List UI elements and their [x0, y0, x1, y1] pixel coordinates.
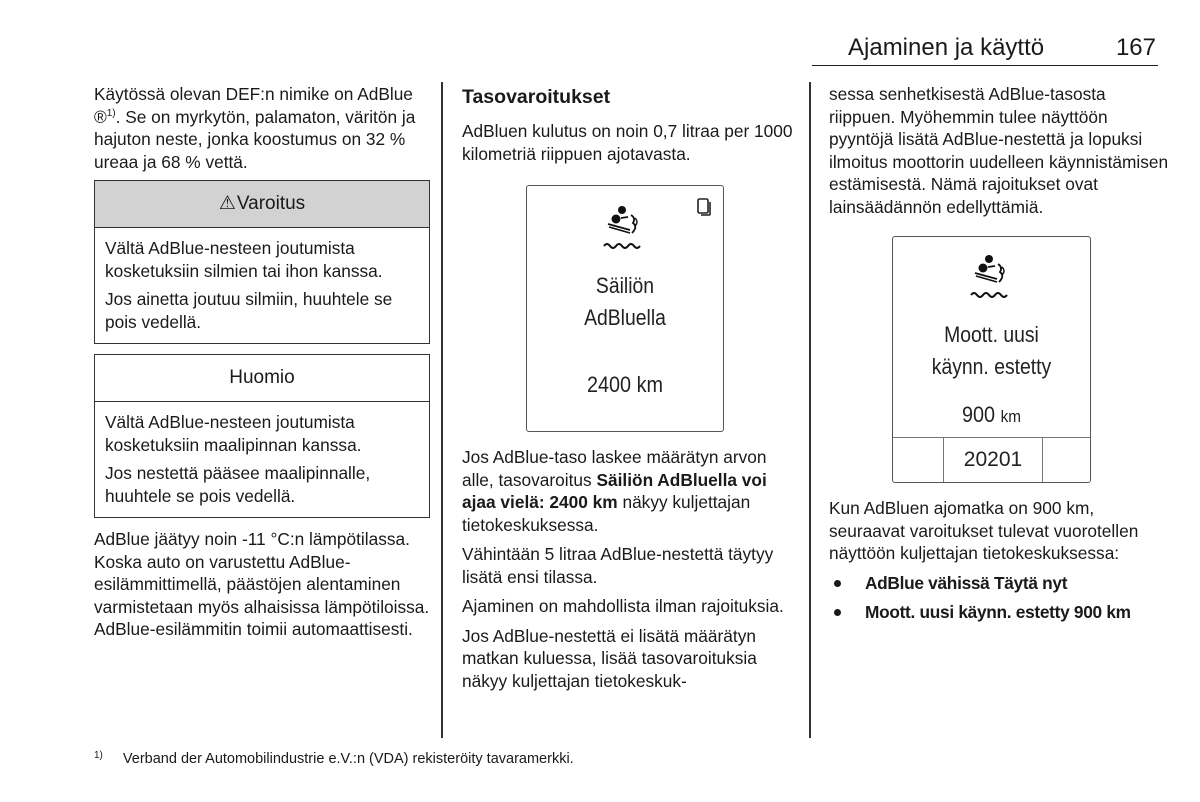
list-item: Moott. uusi käynn. estetty 900 km [829, 601, 1169, 624]
page-header [812, 33, 1158, 66]
column-1 [94, 83, 430, 648]
footnote [94, 746, 574, 769]
at-900-paragraph: Kun AdBluen ajomatka on 900 km, seuraavat varoitukset tulevat vuorotellen näyttöön kuljettajan tietokeskuksessa: [829, 498, 1139, 563]
page-number: 167 [1115, 34, 1156, 61]
intro-paragraph: Käytössä olevan DEF:n nimike on AdBlue ®$^{1)}$. Se on myrkytön, palamaton, väritön ja hajuton neste, jonka koostumus on 32 % ureaa ja 68 % vettä. [94, 84, 416, 172]
warning-list [829, 572, 1169, 624]
section-title: Ajaminen ja käyttö [848, 34, 1045, 61]
section-heading: Tasovaroitukset [462, 86, 611, 108]
notice-text: Jos nestettä pääsee maalipinnalle, huuhtele se pois vedellä. [105, 463, 371, 506]
display-status-row [893, 437, 1090, 482]
column-divider [809, 82, 811, 738]
warning-box-body [95, 228, 429, 343]
adblue-fluid-icon [967, 251, 1017, 307]
notice-text: Vältä AdBlue-nesteen joutumista kosketuksiin maalipinnan kanssa. [105, 412, 362, 455]
driving-possible-paragraph: Ajaminen on mahdollista ilman rajoituksia. [462, 596, 784, 616]
display-distance: 900 km [962, 402, 1021, 427]
display-distance: 2400 km [587, 372, 663, 397]
display-message: Säiliön AdBluella [584, 273, 666, 330]
warning-triangle-icon: ⚠ [218, 193, 236, 214]
warning-box-title: ⚠Varoitus [95, 181, 429, 228]
column-2 [462, 83, 794, 699]
display-message: Moott. uusi käynn. estetty [931, 322, 1052, 379]
warning-text: Vältä AdBlue-nesteen joutumista kosketuksiin silmien tai ihon kanssa. [105, 238, 383, 281]
footnote-text: Verband der Automobilindustrie e.V.:n (VDA) rekisteröity tavaramerkki. [122, 751, 574, 767]
footnote-reference: 1) [106, 107, 116, 119]
driver-info-display-level-warning [526, 185, 724, 432]
consumption-paragraph: AdBluen kulutus on noin 0,7 litraa per 1000 kilometriä riippuen ajotavasta. [462, 121, 793, 164]
list-item: AdBlue vähissä Täytä nyt [829, 572, 1169, 595]
notice-box-title: Huomio [95, 355, 429, 402]
level-warning-message: Säiliön AdBluella voi ajaa vielä: 2400 km [462, 469, 767, 512]
odometer-value: 20201 [944, 438, 1043, 482]
adblue-fluid-icon [600, 202, 650, 258]
level-warning-paragraph: Jos AdBlue-taso laskee määrätyn arvon alle, tasovaroitus Säiliön AdBluella voi ajaa vielä: 2400 km näkyy kuljettajan tietokeskuksessa. [462, 447, 767, 535]
notice-box-body [95, 402, 429, 517]
column-3 [829, 83, 1169, 631]
column-divider [441, 82, 443, 738]
continuation-paragraph: sessa senhetkisestä AdBlue-tasosta riippuen. Myöhemmin tulee näyttöön pyyntöjä lisätä AdBlue-nestettä ja lopuksi ilmoitus moottorin uudelleen käynnistämisen estämisestä. Nämä rajoitukset ovat lainsäädännön edellyttämiä. [829, 84, 1169, 217]
more-warnings-paragraph: Jos AdBlue-nestettä ei lisätä määrätyn matkan kuluessa, lisää tasovaroituksia näkyy kuljettajan tietokeskuk- [462, 625, 757, 691]
driver-info-display-restart-blocked [892, 236, 1091, 483]
footnote-mark: 1) [94, 750, 103, 761]
warning-box [94, 180, 430, 344]
book-icon [697, 198, 711, 222]
warning-text: Jos ainetta joutuu silmiin, huuhtele se pois vedellä. [105, 289, 393, 332]
freezing-paragraph: AdBlue jäätyy noin -11 °C:n lämpötilassa. Koska auto on varustettu AdBlue-esilämmittimellä, päästöjen alentaminen varmistetaan myös alhaisissa lämpötiloissa. AdBlue-esilämmitin toimii automaattisesti. [94, 529, 430, 639]
min-refill-paragraph: Vähintään 5 litraa AdBlue-nestettä täytyy lisätä ensi tilassa. [462, 544, 774, 587]
notice-box [94, 354, 430, 518]
